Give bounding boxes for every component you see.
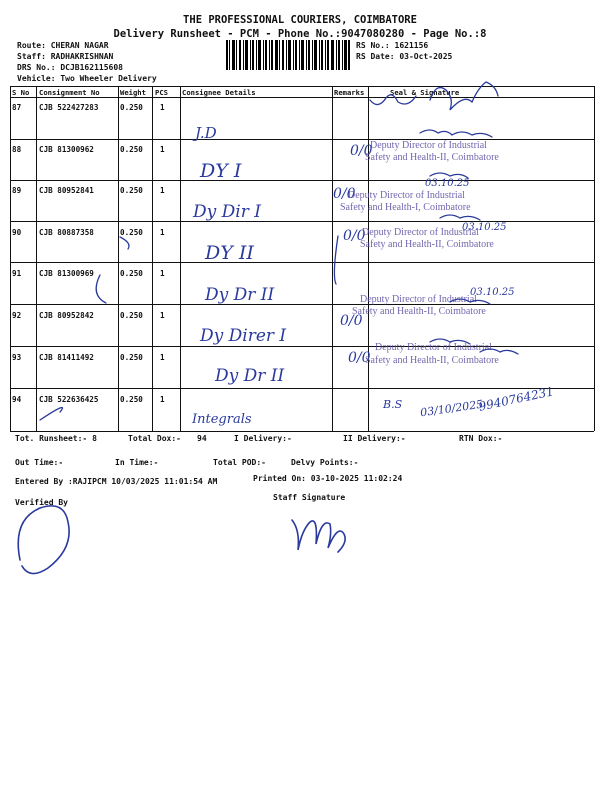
signature-stroke bbox=[450, 299, 490, 304]
handwritten-date: 03.10.25 bbox=[462, 222, 507, 233]
row-weight: 0.250 bbox=[120, 103, 143, 112]
row-sno: 89 bbox=[12, 186, 22, 195]
vehicle-label: Vehicle: Two Wheeler Delivery bbox=[17, 74, 157, 83]
row-sno: 90 bbox=[12, 228, 22, 237]
rtn-dox-label: RTN Dox:- bbox=[459, 434, 503, 443]
ii-delivery-label: II Delivery:- bbox=[343, 434, 406, 443]
row-weight: 0.250 bbox=[120, 269, 143, 278]
handwritten-phone: 9940764231 bbox=[477, 384, 555, 414]
row-consignment: CJB 81300969 bbox=[39, 269, 94, 278]
handwritten-consignee: DY II bbox=[205, 242, 254, 264]
stamp-line: Safety and Health-II, Coimbatore bbox=[352, 306, 486, 317]
row-weight: 0.250 bbox=[120, 186, 143, 195]
col-header-consignee: Consignee Details bbox=[182, 88, 256, 97]
rs-number: RS No.: 1621156 bbox=[356, 41, 429, 50]
i-delivery-label: I Delivery:- bbox=[234, 434, 292, 443]
handwritten-date: 03.10.25 bbox=[425, 178, 470, 189]
handwritten-consignee: Dy Dir I bbox=[193, 202, 261, 222]
total-dox-label: Total Dox:- bbox=[128, 434, 181, 443]
row-sno: 93 bbox=[12, 353, 22, 362]
handwritten-remark: 0/0 bbox=[340, 313, 363, 329]
col-header-pcs: PCS bbox=[155, 88, 168, 97]
total-pod-label: Total POD:- bbox=[213, 458, 266, 467]
row-pcs: 1 bbox=[160, 353, 165, 362]
signature-stroke bbox=[430, 339, 518, 354]
signature-stroke bbox=[334, 236, 338, 284]
row-consignment: CJB 81411492 bbox=[39, 353, 94, 362]
handwritten-consignee: Dy Direr I bbox=[200, 326, 287, 346]
handwritten-remark: 0/0 bbox=[350, 143, 373, 159]
handwritten-consignee: DY I bbox=[200, 160, 242, 182]
row-pcs: 1 bbox=[160, 228, 165, 237]
signature-stroke bbox=[96, 275, 106, 303]
row-sno: 87 bbox=[12, 103, 22, 112]
col-header-weight: Weight bbox=[120, 88, 146, 97]
stamp-line: Safety and Health-II, Coimbatore bbox=[360, 239, 494, 250]
stamp-line: Safety and Health-I, Coimbatore bbox=[340, 202, 471, 213]
stamp-line: Deputy Director of Industrial bbox=[362, 227, 479, 238]
tot-runsheet: Tot. Runsheet:- 8 bbox=[15, 434, 97, 443]
out-time-label: Out Time:- bbox=[15, 458, 64, 467]
row-pcs: 1 bbox=[160, 311, 165, 320]
handwritten-consignee: J.D bbox=[195, 124, 217, 142]
signature-stroke bbox=[40, 408, 63, 421]
printed-on: Printed On: 03-10-2025 11:02:24 bbox=[253, 474, 403, 483]
row-consignment: CJB 80887358 bbox=[39, 228, 94, 237]
rs-date: RS Date: 03-Oct-2025 bbox=[356, 52, 453, 61]
col-header-consignment: Consignment No bbox=[39, 88, 100, 97]
row-sno: 94 bbox=[12, 395, 22, 404]
stamp-line: Deputy Director of Industrial bbox=[370, 140, 487, 151]
row-consignment: CJB 80952841 bbox=[39, 186, 94, 195]
row-consignment: CJB 522427283 bbox=[39, 103, 99, 112]
staff-signature bbox=[292, 520, 345, 552]
handwritten-consignee: Dy Dr II bbox=[215, 366, 285, 386]
handwritten-remark: 0/0 bbox=[333, 186, 356, 202]
row-weight: 0.250 bbox=[120, 145, 143, 154]
verified-by-label: Verified By bbox=[15, 498, 68, 507]
row-weight: 0.250 bbox=[120, 395, 143, 404]
handwritten-consignee: Dy Dr II bbox=[205, 285, 275, 305]
handwritten-remark: 0/0 bbox=[348, 350, 371, 366]
verifier-signature bbox=[18, 506, 69, 574]
handwritten-date: 03/10/2025 bbox=[419, 397, 485, 420]
handwritten-date: 03.10.25 bbox=[470, 287, 515, 298]
row-sno: 88 bbox=[12, 145, 22, 154]
stamp-line: Safety and Health-II, Coimbatore bbox=[365, 355, 499, 366]
total-dox-value: 94 bbox=[197, 434, 207, 443]
staff-label: Staff: RADHAKRISHNAN bbox=[17, 52, 114, 61]
route-label: Route: CHERAN NAGAR bbox=[17, 41, 109, 50]
row-consignment: CJB 522636425 bbox=[39, 395, 99, 404]
row-pcs: 1 bbox=[160, 395, 165, 404]
runsheet-subtitle: Delivery Runsheet - PCM - Phone No.:9047080280 - Page No.:8 bbox=[113, 28, 487, 40]
handwritten-signature-initials: B.S bbox=[383, 398, 403, 411]
stamp-line: Deputy Director of Industrial bbox=[348, 190, 465, 201]
row-consignment: CJB 80952842 bbox=[39, 311, 94, 320]
handwritten-consignee: Integrals bbox=[192, 412, 252, 427]
drs-number: DRS No.: DCJB162115608 bbox=[17, 63, 123, 72]
col-header-signature: Seal & Signature bbox=[390, 88, 460, 97]
stamp-line: Deputy Director of Industrial bbox=[360, 294, 477, 305]
row-pcs: 1 bbox=[160, 103, 165, 112]
row-pcs: 1 bbox=[160, 186, 165, 195]
signature-stroke bbox=[120, 237, 129, 249]
delvy-points-label: Delvy Points:- bbox=[291, 458, 359, 467]
row-sno: 91 bbox=[12, 269, 22, 278]
signature-stroke bbox=[370, 82, 498, 110]
stamp-line: Deputy Director of Industrial bbox=[375, 342, 492, 353]
staff-signature-label: Staff Signature bbox=[273, 493, 346, 502]
row-pcs: 1 bbox=[160, 145, 165, 154]
signature-stroke bbox=[420, 130, 492, 137]
row-sno: 92 bbox=[12, 311, 22, 320]
signature-stroke bbox=[440, 215, 480, 220]
row-weight: 0.250 bbox=[120, 311, 143, 320]
col-header-remarks: Remarks bbox=[334, 88, 365, 97]
row-weight: 0.250 bbox=[120, 353, 143, 362]
col-header-sno: S No bbox=[12, 88, 30, 97]
in-time-label: In Time:- bbox=[115, 458, 159, 467]
row-consignment: CJB 81300962 bbox=[39, 145, 94, 154]
handwritten-remark: 0/0 bbox=[343, 228, 366, 244]
stamp-line: Safety and Health-II, Coimbatore bbox=[365, 152, 499, 163]
company-title: THE PROFESSIONAL COURIERS, COIMBATORE bbox=[183, 14, 417, 26]
signature-stroke bbox=[430, 173, 468, 178]
row-pcs: 1 bbox=[160, 269, 165, 278]
row-weight: 0.250 bbox=[120, 228, 143, 237]
entered-by: Entered By :RAJIPCM 10/03/2025 11:01:54 AM bbox=[15, 477, 218, 486]
